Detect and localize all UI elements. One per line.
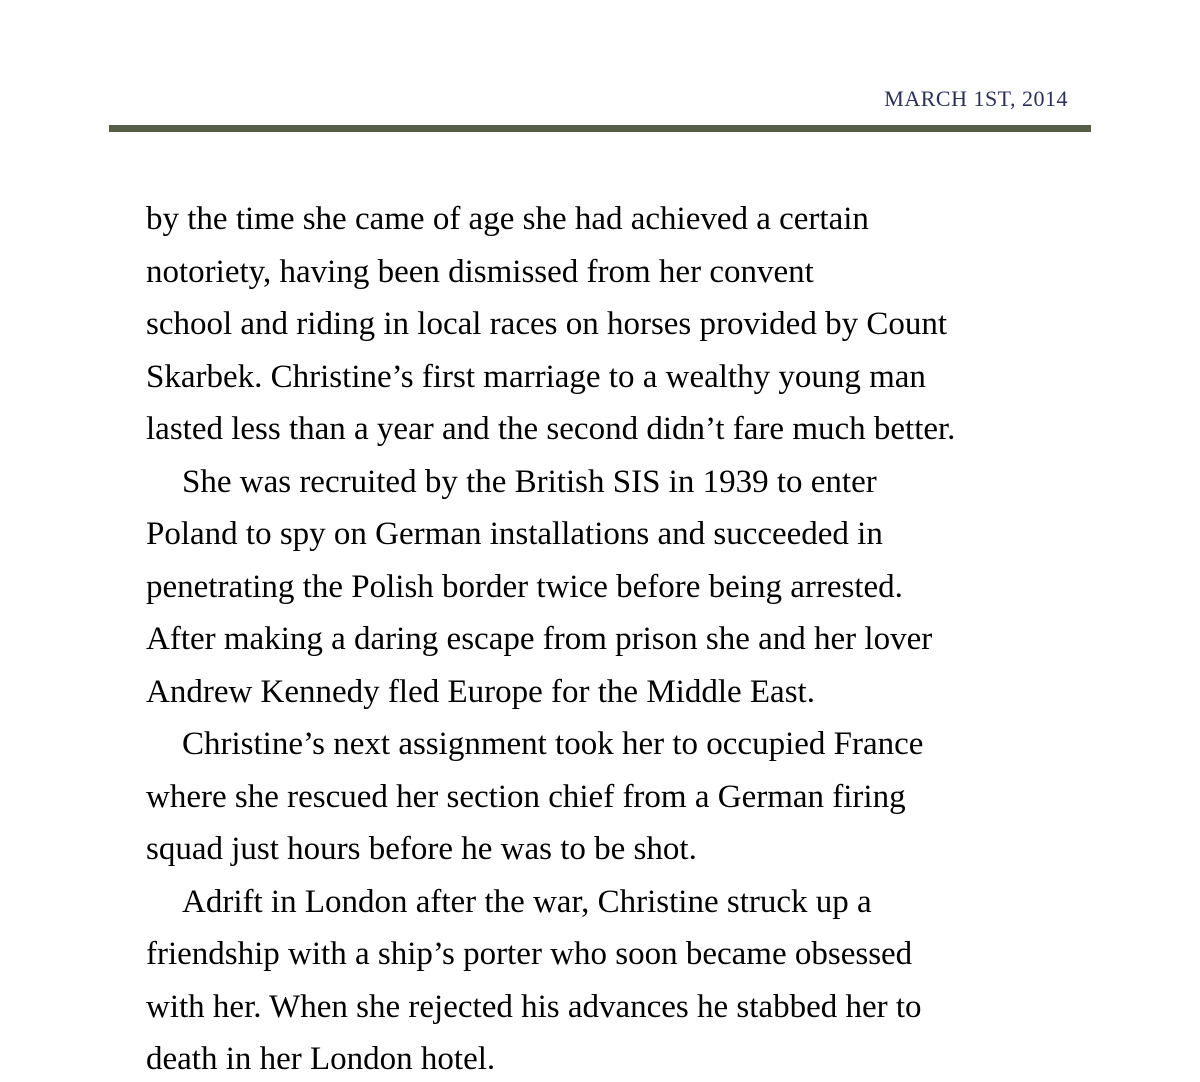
text-line: Skarbek. Christine’s first marriage to a wealthy young man [146,358,926,395]
text-line: Poland to spy on German installations and succeeded in [146,516,883,552]
text-line: death in her London hotel. [146,1041,496,1077]
text-line: Adrift in London after the war, Christine struck up a [182,883,872,920]
text-line: by the time she came of age she had achieved a certain [146,201,869,237]
text-line: notoriety, having been dismissed from her convent [146,253,814,290]
paragraph [146,193,1091,456]
text-line: Andrew Kennedy fled Europe for the Middle East. [146,673,815,710]
header-rule [109,125,1091,132]
text-line: lasted less than a year and the second didn’t fare much better. [146,411,956,447]
page-header-date: MARCH 1ST, 2014 [884,86,1068,111]
body-text [146,193,1091,1082]
text-line: squad just hours before he was to be shot. [146,831,697,867]
text-line: friendship with a ship’s porter who soon became obsessed [146,936,913,972]
text-line: She was recruited by the British SIS in 1939 to enter [182,463,877,500]
text-line: After making a daring escape from prison she and her lover [146,621,933,657]
text-line: Christine’s next assignment took her to occupied France [182,726,924,762]
text-line: penetrating the Polish border twice before being arrested. [146,568,903,605]
text-line: school and riding in local races on horses provided by Count [146,306,948,342]
paragraph [146,456,1091,719]
paragraph [146,876,1091,1082]
paragraph [146,718,1091,876]
text-line: with her. When she rejected his advances he stabbed her to [146,988,922,1025]
text-line: where she rescued her section chief from a German firing [146,778,906,815]
